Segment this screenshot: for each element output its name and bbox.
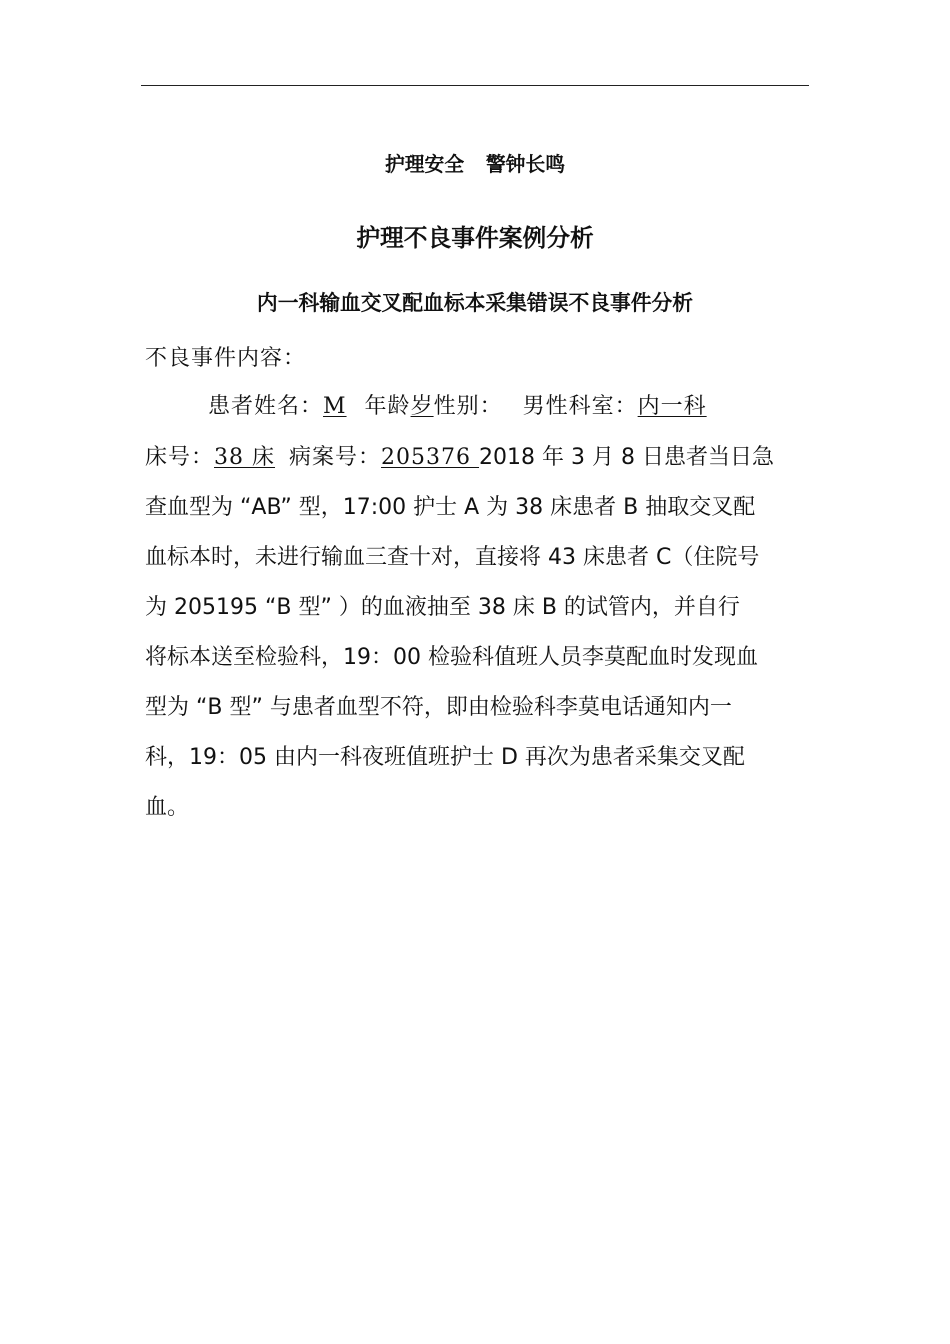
bed-value: 38 床 <box>214 445 276 470</box>
gender-label: 性别： <box>433 394 503 419</box>
header-rule <box>141 85 809 86</box>
narrative-line-0: 2018 年 3 月 8 日患者当日急 <box>479 445 774 470</box>
record-label: 病案号： <box>289 445 382 470</box>
narrative-line: 查血型为 “AB” 型，17:00 护士 A 为 38 床患者 B 抽取交叉配 <box>145 495 756 520</box>
case-title: 内一科输血交叉配血标本采集错误不良事件分析 <box>256 291 694 315</box>
patient-info-line-2 <box>145 443 774 475</box>
main-title: 护理不良事件案例分析 <box>356 224 594 252</box>
narrative-line: 血标本时，未进行输血三查十对，直接将 43 床患者 C（住院号 <box>145 545 760 570</box>
age-label: 年龄 <box>364 394 411 419</box>
record-value: 205376 <box>381 445 480 470</box>
age-value: 岁 <box>410 394 434 419</box>
narrative-line: 将标本送至检验科，19：00 检验科值班人员李莫配血时发现血 <box>145 645 758 670</box>
bed-label: 床号： <box>145 445 215 470</box>
narrative-line: 血。 <box>145 795 190 820</box>
narrative-line: 型为 “B 型” 与患者血型不符，即由检验科李莫电话通知内一 <box>145 695 732 720</box>
name-label: 患者姓名： <box>208 394 324 419</box>
section-label: 不良事件内容： <box>145 346 307 371</box>
slogan-title <box>5 148 945 177</box>
name-value: M <box>323 394 347 419</box>
dept-value: 内一科 <box>637 394 707 419</box>
slogan-part-2: 警钟长鸣 <box>485 152 565 176</box>
slogan-part-1: 护理安全 <box>385 152 465 176</box>
patient-info-line-1 <box>208 392 707 422</box>
dept-label: 科室： <box>568 394 638 419</box>
gender-value: 男性 <box>522 394 569 419</box>
narrative-line: 为 205195 “B 型” ）的血液抽至 38 床 B 的试管内，并自行 <box>145 595 740 620</box>
narrative-line: 科，19：05 由内一科夜班值班护士 D 再次为患者采集交叉配 <box>145 745 745 770</box>
